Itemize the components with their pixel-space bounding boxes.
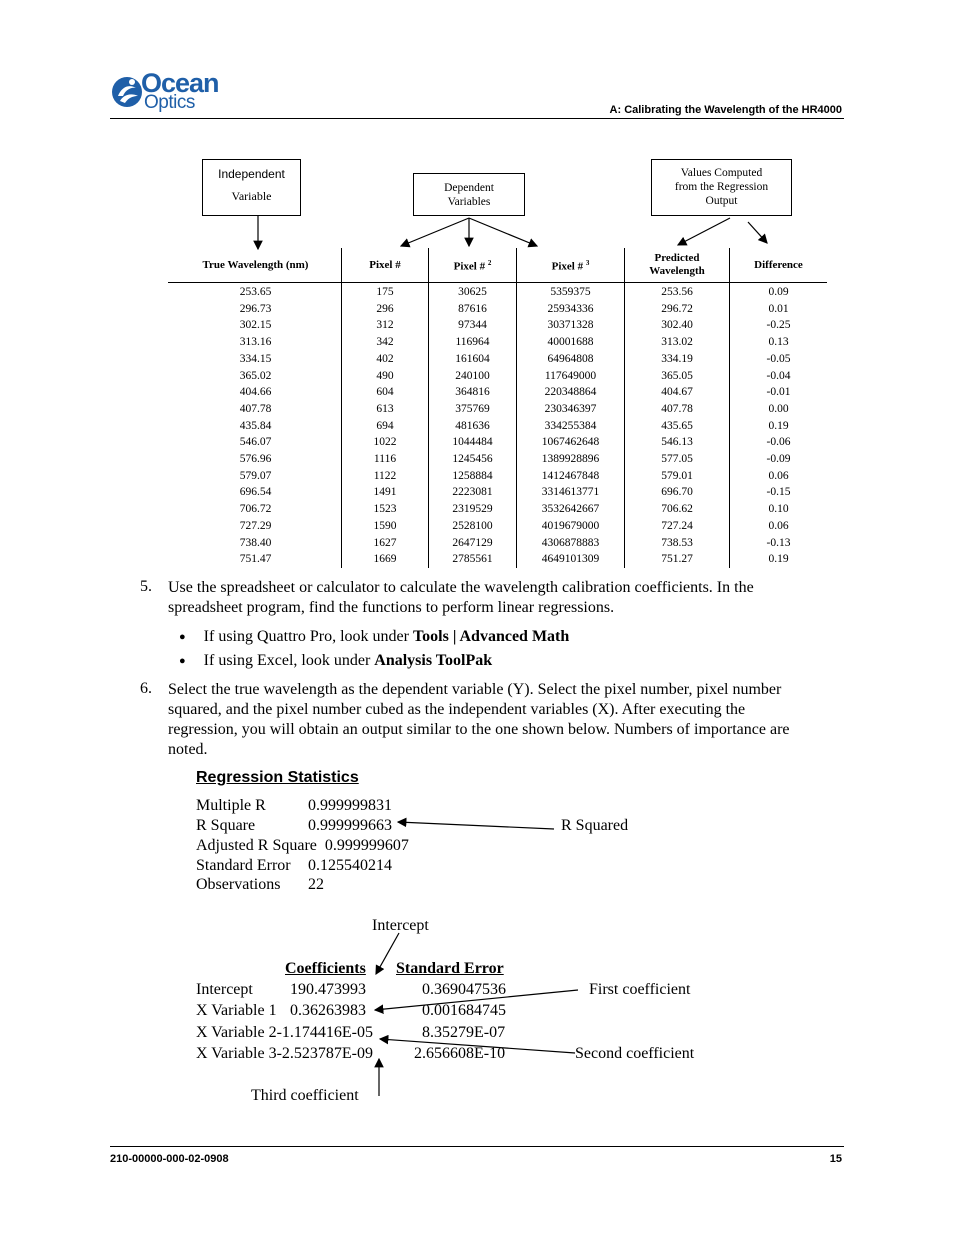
- table-cell: 576.96: [239, 453, 272, 466]
- pixel-cubed-column: [517, 284, 624, 568]
- table-cell: -0.15: [766, 486, 791, 499]
- table-cell: 302.15: [239, 319, 272, 332]
- coef-row-label: Intercept: [196, 981, 253, 998]
- table-cell: 364816: [455, 386, 490, 399]
- arrow-dependent-pixel3: [469, 218, 537, 246]
- table-cell: 696.70: [661, 486, 693, 499]
- table-cell: 2647129: [452, 536, 493, 549]
- table-cell: 3314613771: [541, 486, 600, 499]
- table-cell: 1022: [373, 436, 397, 449]
- table-cell: 1627: [373, 536, 397, 549]
- multiple-r-label: Multiple R: [196, 797, 266, 814]
- table-cell: 604: [376, 386, 394, 399]
- table-cell: 4649101309: [541, 553, 600, 566]
- table-cell: 402: [376, 352, 394, 365]
- table-cell: 25934336: [547, 302, 594, 315]
- col-header-pixel-cubed: Pixel # $^3$: [551, 258, 590, 273]
- col-header-pixel: Pixel #: [369, 258, 401, 271]
- table-cell: 1122: [373, 469, 397, 482]
- logo-word-optics: Optics: [144, 92, 195, 113]
- table-cell: 546.07: [239, 436, 272, 449]
- predicted-wavelength-column: [625, 284, 729, 568]
- table-cell: 334255384: [544, 419, 597, 432]
- adjusted-r-square: Adjusted R Square 0.999999607: [196, 837, 409, 854]
- computed-box-line2: from the Regression: [674, 181, 769, 193]
- table-cell: 175: [376, 286, 394, 298]
- table-cell: 4019679000: [541, 519, 600, 532]
- table-cell: 435.65: [661, 419, 693, 432]
- table-cell: 64964808: [547, 352, 594, 365]
- table-cell: 490: [376, 369, 394, 382]
- table-cell: 404.66: [239, 386, 272, 399]
- coef-row-stderr: 0.369047536: [422, 981, 506, 998]
- table-cell: -0.25: [766, 319, 791, 332]
- table-cell: 1116: [373, 453, 397, 466]
- step-6-text: Select the true wavelength as the dependent variable (Y). Select the pixel number, pixel number squared, and the pixel number cubed as the independent variables (X). After executing the regression, you will obtain an output similar to the one shown below. Numbers of importance are noted.: [168, 681, 790, 758]
- table-cell: 116964: [455, 336, 490, 349]
- table-cell: 334.15: [239, 352, 272, 365]
- table-cell: 404.67: [661, 386, 693, 399]
- table-cell: 220348864: [544, 386, 597, 399]
- independent-box-line1: Independent: [218, 167, 285, 181]
- table-cell: 2223081: [452, 486, 493, 499]
- table-cell: -0.09: [766, 453, 791, 466]
- table-cell: 694: [376, 419, 394, 432]
- table-cell: 727.24: [661, 519, 693, 532]
- table-cell: 727.29: [239, 519, 272, 532]
- arrow-computed-predicted: [678, 218, 730, 245]
- footer-rule: [110, 1146, 844, 1147]
- standard-error-value: 0.125540214: [308, 857, 392, 874]
- r-square-value: 0.999999663: [308, 817, 392, 834]
- coef-row-label-and-value: X Variable 3-2.523787E-09: [196, 1045, 374, 1062]
- table-cell: 253.56: [661, 286, 693, 298]
- table-cell: 296.73: [239, 302, 272, 315]
- table-cell: -0.05: [766, 352, 791, 365]
- document-number: 210-00000-000-02-0908: [110, 1153, 229, 1165]
- table-cell: 0.19: [768, 553, 789, 566]
- table-cell: 0.06: [768, 469, 789, 482]
- table-cell: 0.06: [768, 519, 789, 532]
- bullet-icon: ●: [179, 655, 186, 667]
- pixel-squared-column: [429, 284, 516, 568]
- step-6-number: 6.: [140, 680, 152, 697]
- independent-box-line2: Variable: [231, 189, 272, 203]
- table-cell: 1669: [373, 553, 397, 566]
- coefficients-header: Coefficients: [285, 960, 366, 977]
- table-cell: 296: [376, 302, 394, 315]
- table-cell: 240100: [455, 369, 490, 382]
- table-cell: 1389928896: [541, 453, 600, 466]
- dependent-box-line2: Variables: [447, 196, 491, 208]
- col-header-difference: Difference: [754, 258, 803, 271]
- table-cell: 161604: [455, 352, 490, 365]
- table-cell: 2319529: [452, 503, 493, 516]
- table-cell: 577.05: [661, 453, 693, 466]
- table-cell: 0.01: [768, 302, 789, 315]
- table-cell: 0.09: [768, 286, 789, 298]
- observations-label: Observations: [196, 876, 281, 893]
- table-cell: 3532642667: [541, 503, 600, 516]
- table-cell: 1523: [373, 503, 397, 516]
- table-cell: 0.00: [768, 402, 789, 415]
- table-cell: 546.13: [661, 436, 693, 449]
- coef-row-label: X Variable 1: [196, 1002, 277, 1019]
- third-coefficient-annotation: Third coefficient: [251, 1087, 359, 1104]
- table-cell: 5359375: [550, 286, 591, 298]
- step-5-number: 5.: [140, 578, 152, 595]
- table-cell: 579.01: [661, 469, 693, 482]
- table-cell: 1412467848: [541, 469, 600, 482]
- table-cell: 365.05: [661, 369, 693, 382]
- table-cell: 334.19: [661, 352, 693, 365]
- table-cell: 0.10: [768, 503, 789, 516]
- difference-column: [730, 284, 827, 568]
- table-cell: 738.53: [661, 536, 693, 549]
- multiple-r-value: 0.999999831: [308, 797, 392, 814]
- table-cell: 365.02: [239, 369, 272, 382]
- table-cell: 407.78: [661, 402, 693, 415]
- table-cell: 2785561: [452, 553, 493, 566]
- logo-word-ocean: Ocean: [141, 68, 219, 98]
- section-title: A: Calibrating the Wavelength of the HR4000: [609, 104, 842, 116]
- table-cell: 751.27: [661, 553, 693, 566]
- observations-value: 22: [308, 876, 324, 893]
- table-cell: 375769: [455, 402, 490, 415]
- table-cell: 1067462648: [541, 436, 600, 449]
- bullet-quattro: ● If using Quattro Pro, look under Tools | Advanced Math: [179, 628, 570, 645]
- table-cell: 738.40: [239, 536, 272, 549]
- table-header-rule: [168, 282, 827, 283]
- table-cell: 481636: [455, 419, 490, 432]
- table-cell: 230346397: [544, 402, 597, 415]
- standard-error-header: Standard Error: [396, 960, 504, 977]
- pixel-column: [342, 284, 428, 568]
- table-cell: 302.40: [661, 319, 693, 332]
- table-cell: 312: [376, 319, 394, 332]
- table-cell: 706.62: [661, 503, 693, 516]
- table-cell: 1491: [373, 486, 397, 499]
- table-cell: 1590: [373, 519, 397, 532]
- table-cell: 253.65: [239, 286, 272, 298]
- computed-box-line3: Output: [705, 195, 738, 207]
- page-number: 15: [829, 1153, 842, 1165]
- table-cell: 751.47: [239, 553, 272, 566]
- bullet-icon: ●: [179, 631, 186, 643]
- col-header-pixel-squared: Pixel # $^2$: [453, 258, 492, 273]
- table-cell: 706.72: [239, 503, 272, 516]
- coef-row-stderr: 8.35279E-07: [422, 1024, 506, 1041]
- table-cell: 313.02: [661, 336, 693, 349]
- coef-row-value: 190.473993: [290, 981, 366, 998]
- step-5-text: Use the spreadsheet or calculator to calculate the wavelength calibration coefficients. In the spreadsheet program, find the functions to perform linear regressions.: [168, 579, 754, 616]
- table-cell: 40001688: [547, 336, 594, 349]
- first-coefficient-annotation: First coefficient: [589, 981, 691, 998]
- table-cell: -0.04: [766, 369, 791, 382]
- table-cell: 1245456: [452, 453, 493, 466]
- table-cell: 342: [376, 336, 394, 349]
- dependent-box-line1: Dependent: [444, 182, 494, 194]
- table-cell: 1044484: [452, 436, 493, 449]
- table-cell: 579.07: [239, 469, 272, 482]
- table-cell: 97344: [458, 319, 487, 332]
- coef-row-stderr: 0.001684745: [422, 1002, 506, 1019]
- second-coefficient-annotation: Second coefficient: [575, 1045, 695, 1062]
- table-cell: 0.19: [768, 419, 789, 432]
- arrow-dependent-pixel: [401, 218, 469, 246]
- coef-row-value: 0.36263983: [290, 1002, 366, 1019]
- computed-box-line1: Values Computed: [680, 167, 763, 179]
- table-cell: -0.01: [766, 386, 791, 399]
- true-wavelength-column: [170, 284, 341, 568]
- coef-row-stderr: 2.656608E-10: [414, 1045, 506, 1062]
- table-cell: 313.16: [239, 336, 272, 349]
- coef-row-label-and-value: X Variable 2-1.174416E-05: [196, 1024, 374, 1041]
- table-cell: 30371328: [547, 319, 594, 332]
- table-cell: 117649000: [544, 369, 597, 382]
- arrow-r-squared: [398, 822, 554, 829]
- table-cell: 696.54: [239, 486, 272, 499]
- bullet-excel: ● If using Excel, look under Analysis ToolPak: [179, 652, 493, 669]
- arrow-computed-difference: [748, 222, 767, 243]
- table-cell: 296.72: [661, 302, 693, 315]
- r-square-label: R Square: [196, 817, 256, 834]
- table-cell: 613: [376, 402, 394, 415]
- col-header-predicted-wavelength: Predicted Wavelength: [649, 252, 705, 277]
- regression-statistics-title: Regression Statistics: [196, 769, 359, 786]
- intercept-annotation: Intercept: [372, 917, 429, 934]
- table-cell: 30625: [458, 286, 487, 298]
- table-cell: 2528100: [452, 519, 493, 532]
- r-squared-annotation: R Squared: [561, 817, 629, 834]
- col-header-true-wavelength: True Wavelength (nm): [202, 258, 309, 271]
- table-cell: -0.06: [766, 436, 791, 449]
- table-cell: 407.78: [239, 402, 272, 415]
- table-cell: 1258884: [452, 469, 493, 482]
- table-cell: 4306878883: [541, 536, 600, 549]
- table-cell: 435.84: [239, 419, 272, 432]
- standard-error-label: Standard Error: [196, 857, 291, 874]
- table-cell: 0.13: [768, 336, 789, 349]
- table-cell: 87616: [458, 302, 487, 315]
- table-cell: -0.13: [766, 536, 791, 549]
